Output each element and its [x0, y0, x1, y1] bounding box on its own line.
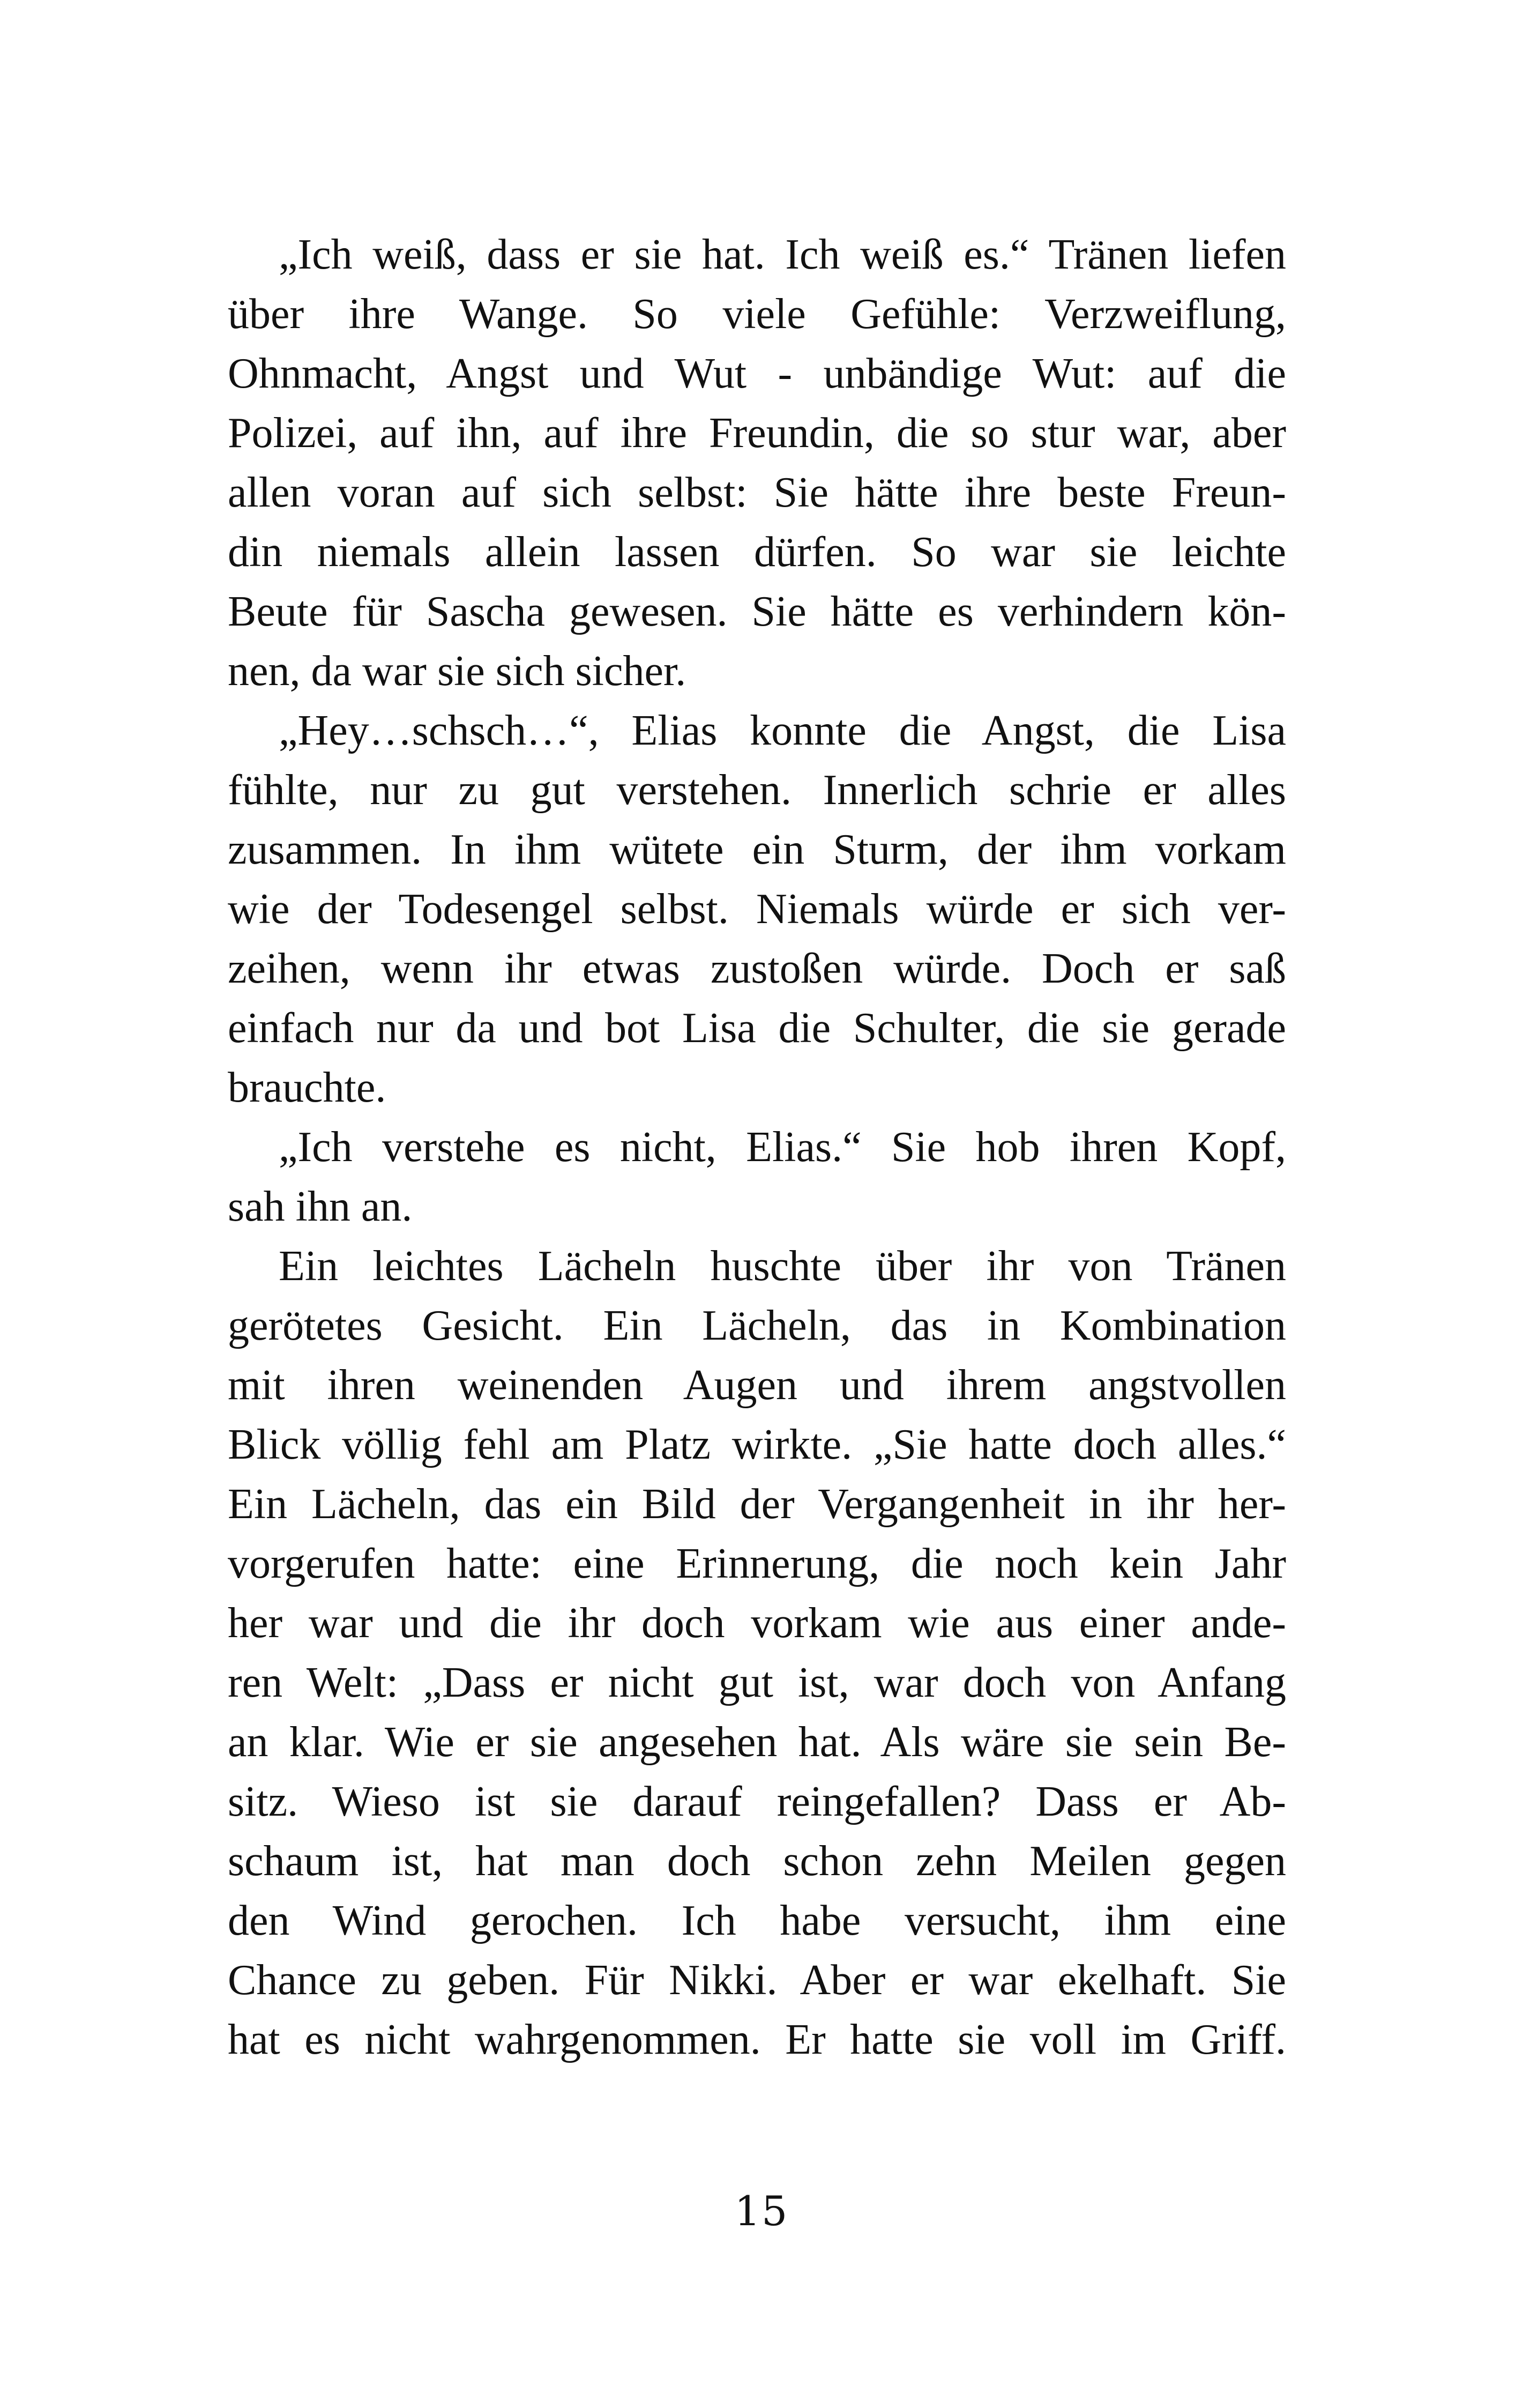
text-line: din niemals allein lassen dürfen. So war sie leichte — [228, 529, 1286, 576]
page-number: 15 — [734, 2187, 789, 2235]
text-line: zusammen. In ihm wütete ein Sturm, der ihm vorkam — [228, 826, 1286, 873]
text-line: fühlte, nur zu gut verstehen. Innerlich schrie er alles — [228, 767, 1286, 814]
text-line: „Hey…schsch…“, Elias konnte die Angst, die Lisa — [279, 707, 1286, 754]
text-line: mit ihren weinenden Augen und ihrem angstvollen — [228, 1362, 1286, 1409]
text-line: Chance zu geben. Für Nikki. Aber er war ekelhaft. Sie — [228, 1957, 1286, 2004]
text-line: allen voran auf sich selbst: Sie hätte ihre beste Freun- — [228, 469, 1286, 516]
text-line: gerötetes Gesicht. Ein Lächeln, das in Kombination — [228, 1302, 1286, 1349]
text-line: den Wind gerochen. Ich habe versucht, ihm eine — [228, 1897, 1286, 1944]
text-line: „Ich weiß, dass er sie hat. Ich weiß es.“ Tränen liefen — [279, 231, 1286, 278]
text-line: wie der Todesengel selbst. Niemals würde er sich ver- — [228, 886, 1286, 933]
text-line: Ein Lächeln, das ein Bild der Vergangenheit in ihr her- — [228, 1481, 1286, 1528]
body-text — [228, 225, 1286, 2070]
text-line: ren Welt: „Dass er nicht gut ist, war doch von Anfang — [228, 1659, 1286, 1706]
text-line: Blick völlig fehl am Platz wirkte. „Sie hatte doch alles.“ — [228, 1421, 1286, 1468]
text-line: vorgerufen hatte: eine Erinnerung, die noch kein Jahr — [228, 1540, 1286, 1587]
text-line: brauchte. — [228, 1064, 386, 1111]
text-line: her war und die ihr doch vorkam wie aus einer ande- — [228, 1600, 1286, 1647]
text-line: nen, da war sie sich sicher. — [228, 648, 686, 695]
paragraph-4 — [228, 1237, 1286, 2070]
text-line: Beute für Sascha gewesen. Sie hätte es verhindern kön- — [228, 588, 1286, 635]
text-line: „Ich verstehe es nicht, Elias.“ Sie hob ihren Kopf, — [279, 1124, 1286, 1171]
paragraph-1 — [228, 225, 1286, 701]
text-line: sitz. Wieso ist sie darauf reingefallen? Dass er Ab- — [228, 1778, 1286, 1825]
text-line: über ihre Wange. So viele Gefühle: Verzweiflung, — [228, 291, 1286, 338]
text-line: schaum ist, hat man doch schon zehn Meilen gegen — [228, 1838, 1286, 1885]
paragraph-3 — [228, 1118, 1286, 1237]
text-line: Ohnmacht, Angst und Wut - unbändige Wut: auf die — [228, 350, 1286, 397]
text-line: hat es nicht wahrgenommen. Er hatte sie voll im Griff. — [228, 2016, 1286, 2063]
text-line: einfach nur da und bot Lisa die Schulter, die sie gerade — [228, 1005, 1286, 1052]
text-line: an klar. Wie er sie angesehen hat. Als wäre sie sein Be- — [228, 1719, 1286, 1766]
text-line: Polizei, auf ihn, auf ihre Freundin, die so stur war, aber — [228, 410, 1286, 457]
text-line: sah ihn an. — [228, 1183, 413, 1230]
paragraph-2 — [228, 701, 1286, 1118]
text-line: Ein leichtes Lächeln huschte über ihr von Tränen — [279, 1243, 1286, 1290]
text-line: zeihen, wenn ihr etwas zustoßen würde. Doch er saß — [228, 945, 1286, 992]
